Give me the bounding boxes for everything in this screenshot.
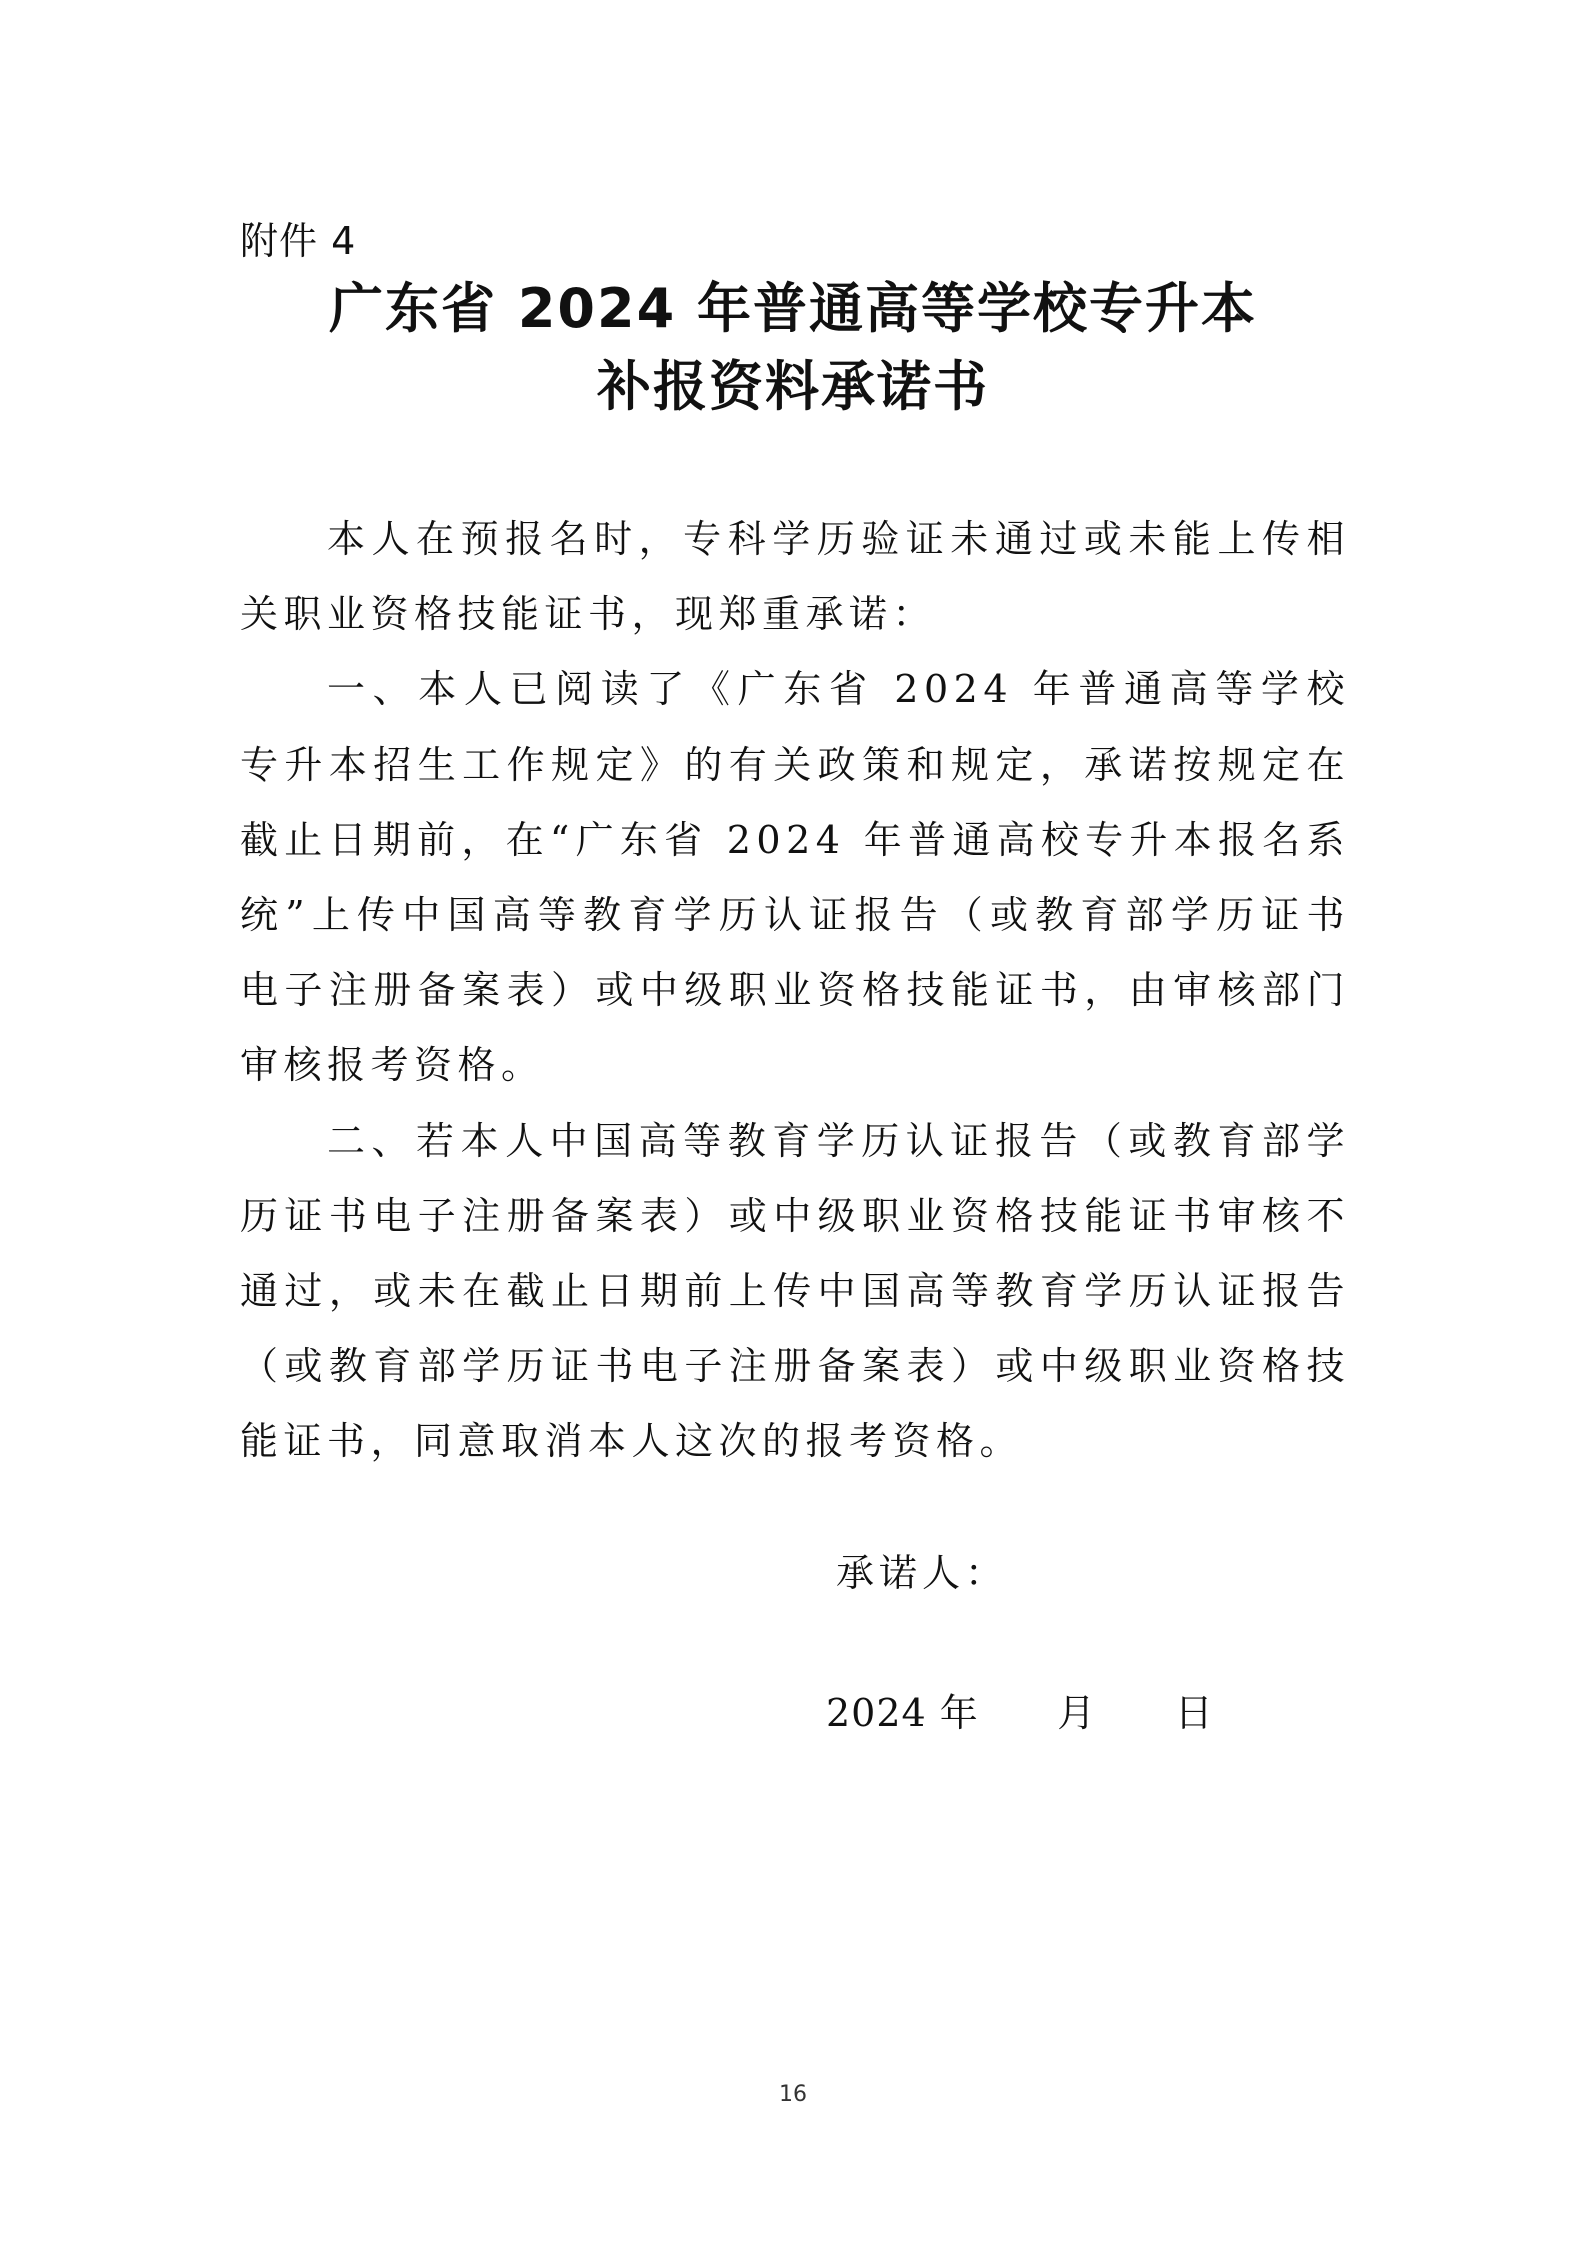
signer-label: 承诺人： — [836, 1551, 1009, 1595]
document-title-line-2: 补报资料承诺书 — [597, 355, 989, 418]
body-paragraph-commitment-1: 一、本人已阅读了《广东省 2024 年普通高等学校专升本招生工作规定》的有关政策和规定，承诺按规定在截止日期前，在“广东省 2024 年普通高校专升本报名系统”上传中国高等教育学历认证报告（或教育部学历证书电子注册备案表）或中级职业资格技能证书，由审核部门审核报考资格。 — [240, 667, 1350, 1088]
body-paragraph-intro: 本人在预报名时，专科学历验证未通过或未能上传相关职业资格技能证书，现郑重承诺： — [240, 517, 1350, 637]
page-number: 16 — [779, 2082, 807, 2107]
body-paragraph-commitment-2: 二、若本人中国高等教育学历认证报告（或教育部学历证书电子注册备案表）或中级职业资格技能证书审核不通过，或未在截止日期前上传中国高等教育学历认证报告（或教育部学历证书电子注册备案表）或中级职业资格技能证书，同意取消本人这次的报考资格。 — [240, 1118, 1350, 1464]
signature-date: 2024 年 月 日 — [826, 1691, 1214, 1735]
attachment-label: 附件 4 — [240, 219, 357, 263]
document-body — [240, 502, 1350, 1480]
document-title-line-1: 广东省 2024 年普通高等学校专升本 — [329, 277, 1257, 340]
